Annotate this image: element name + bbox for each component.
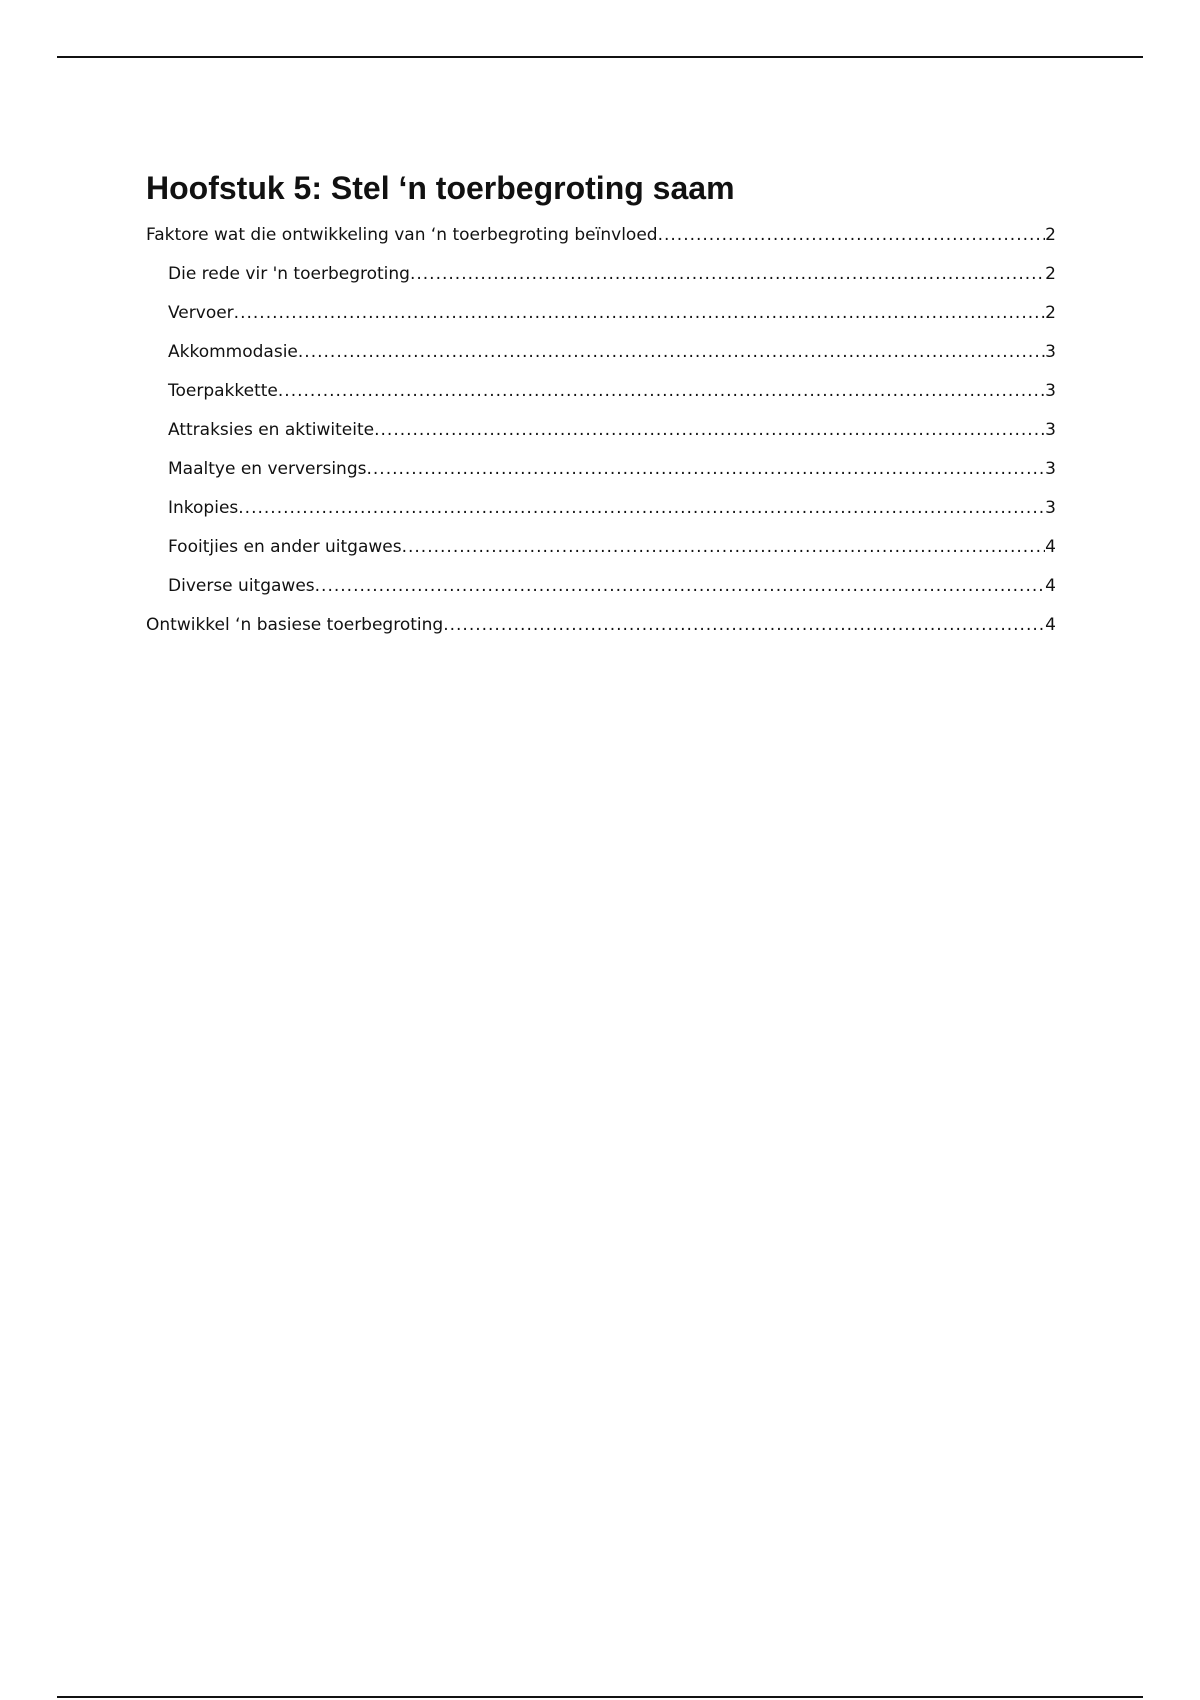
toc-entry-page: 2 xyxy=(1045,303,1056,323)
toc-entry-page: 3 xyxy=(1045,459,1056,479)
toc-entry-label: Faktore wat die ontwikkeling van ‘n toerbegroting beïnvloed xyxy=(146,225,658,245)
page-title: Hoofstuk 5: Stel ‘n toerbegroting saam xyxy=(146,170,735,206)
toc-entry[interactable] xyxy=(146,372,1056,411)
footer-rule xyxy=(57,1696,1143,1698)
toc-entry[interactable] xyxy=(146,294,1056,333)
toc-entry-label: Die rede vir 'n toerbegroting xyxy=(168,264,410,284)
toc-entry[interactable] xyxy=(146,450,1056,489)
toc-entry-page: 2 xyxy=(1045,225,1056,245)
dot-leader xyxy=(234,294,1046,333)
toc-entry-label: Inkopies xyxy=(168,498,239,518)
toc-entry-label: Vervoer xyxy=(168,303,234,323)
toc-entry[interactable] xyxy=(146,255,1056,294)
dot-leader xyxy=(443,606,1045,645)
toc-entry-label: Akkommodasie xyxy=(168,342,298,362)
toc-entry-label: Maaltye en verversings xyxy=(168,459,367,479)
toc-entry-page: 3 xyxy=(1045,342,1056,362)
toc-entry[interactable] xyxy=(146,216,1056,255)
dot-leader xyxy=(658,216,1046,255)
toc-entry-label: Fooitjies en ander uitgawes xyxy=(168,537,402,557)
toc-entry[interactable] xyxy=(146,606,1056,645)
toc-entry[interactable] xyxy=(146,528,1056,567)
toc-entry-page: 4 xyxy=(1045,615,1056,635)
toc-entry-page: 2 xyxy=(1045,264,1056,284)
toc-entry-page: 4 xyxy=(1045,537,1056,557)
toc-list xyxy=(146,216,1056,645)
dot-leader xyxy=(402,528,1046,567)
dot-leader xyxy=(374,411,1045,450)
dot-leader xyxy=(278,372,1045,411)
dot-leader xyxy=(315,567,1046,606)
toc-entry-label: Diverse uitgawes xyxy=(168,576,315,596)
toc-entry-label: Ontwikkel ‘n basiese toerbegroting xyxy=(146,615,444,635)
toc-entry-page: 3 xyxy=(1045,381,1056,401)
toc-entry[interactable] xyxy=(146,567,1056,606)
toc-entry-page: 3 xyxy=(1045,420,1056,440)
toc-entry[interactable] xyxy=(146,333,1056,372)
table-of-contents xyxy=(146,168,1056,645)
toc-entry-page: 4 xyxy=(1045,576,1056,596)
dot-leader xyxy=(410,255,1045,294)
toc-entry[interactable] xyxy=(146,489,1056,528)
toc-entry[interactable] xyxy=(146,411,1056,450)
toc-entry-label: Attraksies en aktiwiteite xyxy=(168,420,375,440)
toc-entry-label: Toerpakkette xyxy=(168,381,278,401)
dot-leader xyxy=(366,450,1045,489)
toc-entry-page: 3 xyxy=(1045,498,1056,518)
dot-leader xyxy=(238,489,1045,528)
header-rule xyxy=(57,56,1143,58)
dot-leader xyxy=(298,333,1045,372)
